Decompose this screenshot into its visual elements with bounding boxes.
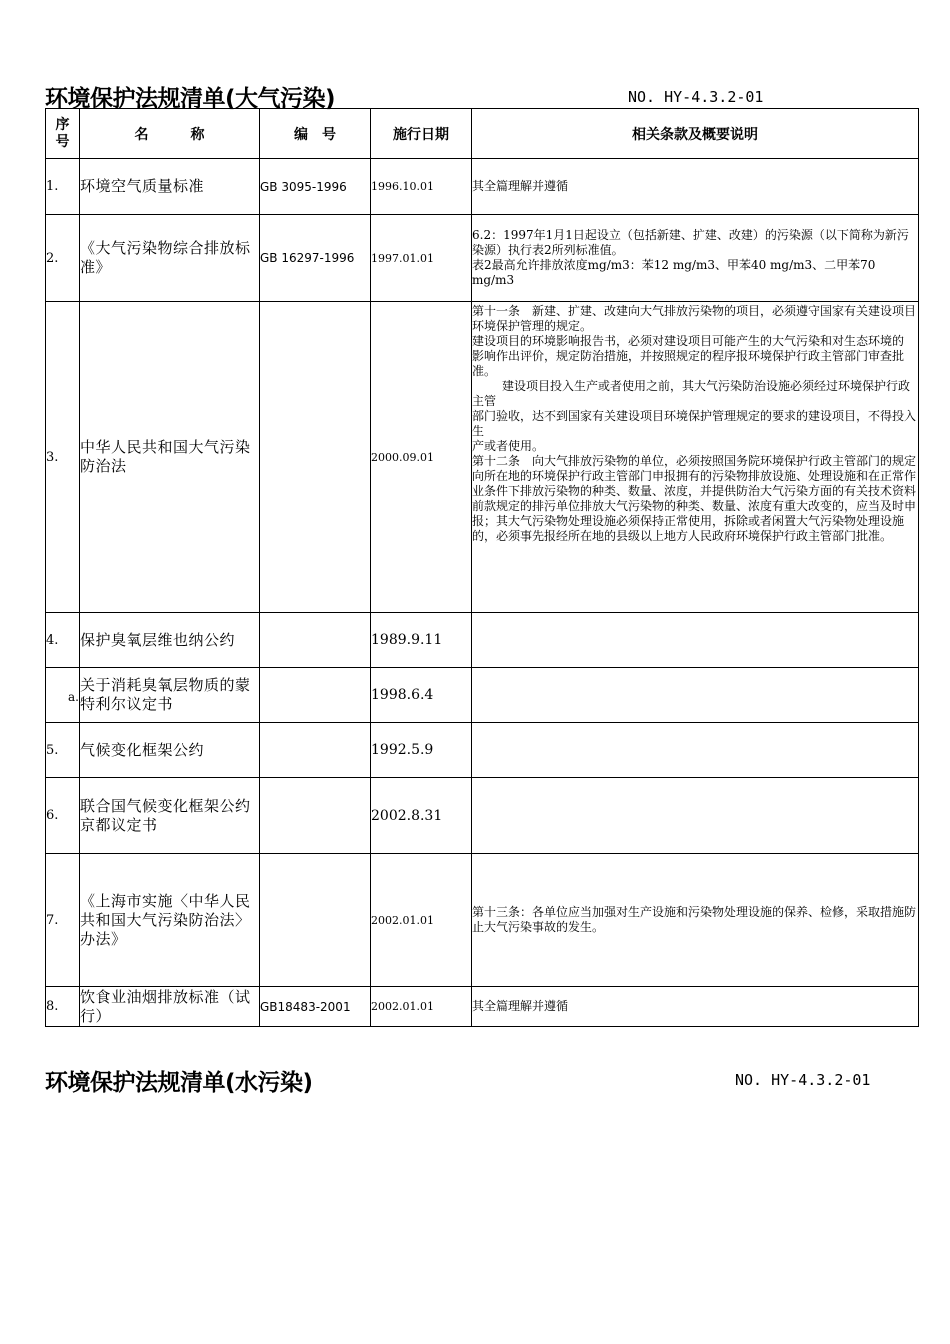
regulation-name: 中华人民共和国大气污染防治法 (80, 302, 260, 613)
effective-date: 2002.01.01 (371, 854, 472, 987)
regulation-description (472, 778, 919, 854)
regulation-description: 其全篇理解并遵循 (472, 159, 919, 215)
column-header-desc: 相关条款及概要说明 (472, 109, 919, 159)
description-paragraph: 影响作出评价，规定防治措施，并按照规定的程序报环境保护行政主管部门审查批准。 (472, 349, 905, 378)
regulation-name: 饮食业油烟排放标准（试行） (80, 987, 260, 1027)
table-header-row (46, 109, 919, 159)
regulation-description (472, 215, 919, 302)
table-row (46, 723, 919, 778)
description-paragraph: 部门验收，达不到国家有关建设项目环境保护管理规定的要求的建设项目，不得投入生 (472, 409, 917, 438)
regulation-code: GB 3095-1996 (260, 159, 371, 215)
regulation-description: 第十三条：各单位应当加强对生产设施和污染物处理设施的保养、检修，采取措施防止大气污染事故的发生。 (472, 854, 919, 987)
row-number: 3. (46, 302, 80, 613)
row-number: 8. (46, 987, 80, 1027)
regulation-description: 其全篇理解并遵循 (472, 987, 919, 1027)
row-number: 6. (46, 778, 80, 854)
effective-date: 1998.6.4 (371, 668, 472, 723)
row-number: 7. (46, 854, 80, 987)
table-row (46, 302, 919, 613)
row-number: 5. (46, 723, 80, 778)
column-header-date: 施行日期 (371, 109, 472, 159)
regulation-code (260, 778, 371, 854)
regulation-code (260, 613, 371, 668)
regulation-description (472, 668, 919, 723)
row-number: 2. (46, 215, 80, 302)
effective-date: 2002.8.31 (371, 778, 472, 854)
column-header-code: 编 号 (260, 109, 371, 159)
regulation-code: GB 16297-1996 (260, 215, 371, 302)
description-paragraph: 第十二条 向大气排放污染物的单位，必须按照国务院环境保护行政主管部门的规定向所在地的环境保护行政主管部门申报拥有的污染物排放设施、处理设施和在正常作业条件下排放污染物的种类、数量、浓度，并提供防治大气污染方面的有关技术资料 (472, 454, 917, 498)
regulation-name: 联合国气候变化框架公约京都议定书 (80, 778, 260, 854)
page-title: 环境保护法规清单(大气污染) (45, 86, 336, 112)
description-paragraph: 建设项目投入生产或者使用之前，其大气污染防治设施必须经过环境保护行政主管 (472, 379, 911, 408)
table-row (46, 613, 919, 668)
table-row (46, 987, 919, 1027)
regulation-description (472, 302, 919, 613)
regulation-name: 《上海市实施〈中华人民共和国大气污染防治法〉办法》 (80, 854, 260, 987)
effective-date: 1992.5.9 (371, 723, 472, 778)
regulation-table (45, 108, 919, 1027)
description-paragraph: 表2最高允许排放浓度mg/m3：苯12 mg/m3、甲苯40 mg/m3、二甲苯70 mg/m3 (472, 258, 876, 287)
row-number: 4. (46, 613, 80, 668)
table-row (46, 215, 919, 302)
regulation-name: 关于消耗臭氧层物质的蒙特利尔议定书 (80, 668, 260, 723)
description-paragraph: 6.2：1997年1月1日起设立（包括新建、扩建、改建）的污染源（以下简称为新污染源）执行表2所列标准值。 (472, 228, 909, 257)
row-number (46, 668, 80, 723)
regulation-code (260, 723, 371, 778)
regulation-description (472, 613, 919, 668)
table-row (46, 854, 919, 987)
section-title: 环境保护法规清单(水污染) (45, 1070, 313, 1096)
document-number: NO. HY-4.3.2-01 (628, 88, 764, 106)
regulation-name: 保护臭氧层维也纳公约 (80, 613, 260, 668)
regulation-name: 环境空气质量标准 (80, 159, 260, 215)
table-row (46, 778, 919, 854)
regulation-code: GB18483-2001 (260, 987, 371, 1027)
regulation-code (260, 668, 371, 723)
column-header-no: 序 号 (46, 109, 80, 159)
regulation-name: 《大气污染物综合排放标准》 (80, 215, 260, 302)
regulation-description (472, 723, 919, 778)
effective-date: 1989.9.11 (371, 613, 472, 668)
regulation-name: 气候变化框架公约 (80, 723, 260, 778)
description-paragraph: 第十一条 新建、扩建、改建向大气排放污染物的项目，必须遵守国家有关建设项目环境保护管理的规定。 (472, 304, 917, 333)
document-number: NO. HY-4.3.2-01 (735, 1071, 871, 1089)
table-row (46, 668, 919, 723)
effective-date: 1997.01.01 (371, 215, 472, 302)
effective-date: 2000.09.01 (371, 302, 472, 613)
column-header-name: 名 称 (80, 109, 260, 159)
row-number: 1. (46, 159, 80, 215)
regulation-code (260, 302, 371, 613)
description-paragraph: 建设项目的环境影响报告书，必须对建设项目可能产生的大气污染和对生态环境的 (472, 334, 905, 348)
regulation-code (260, 854, 371, 987)
description-paragraph: 产或者使用。 (472, 439, 545, 453)
description-paragraph: 前款规定的排污单位排放大气污染物的种类、数量、浓度有重大改变的，应当及时申报；其大气污染物处理设施必须保持正常使用，拆除或者闲置大气污染物处理设施的，必须事先报经所在地的县级以上地方人民政府环境保护行政主管部门批准。 (472, 499, 917, 543)
effective-date: 2002.01.01 (371, 987, 472, 1027)
effective-date: 1996.10.01 (371, 159, 472, 215)
table-row (46, 159, 919, 215)
sub-item-marker: a. (68, 690, 79, 704)
